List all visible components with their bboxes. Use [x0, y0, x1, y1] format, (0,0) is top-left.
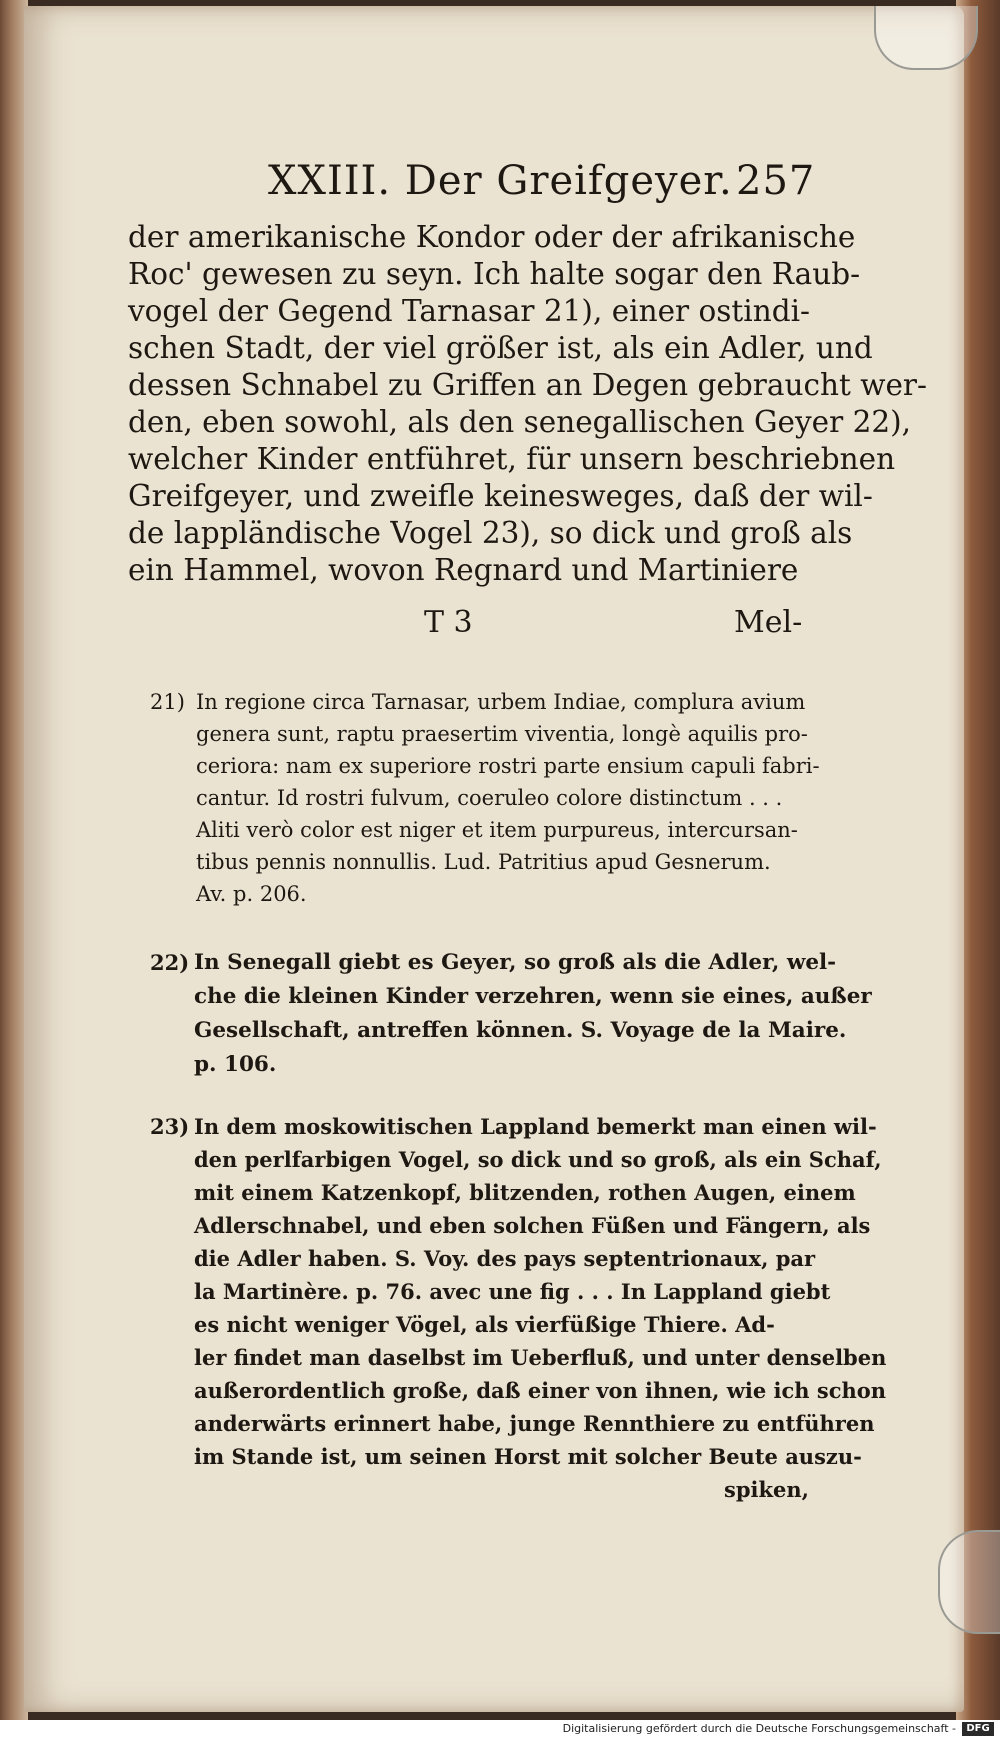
footnote-21-line: Av. p. 206. [196, 882, 307, 906]
main-text-line: schen Stadt, der viel größer ist, als ein Adler, und [128, 331, 873, 365]
footnote-22-line: p. 106. [194, 1052, 277, 1077]
footnote-23-line: la Martinère. p. 76. avec une fig . . . In Lappland giebt [194, 1279, 831, 1304]
main-text-line: Greifgeyer, und zweifle keinesweges, daß der wil- [128, 479, 873, 513]
footnote-21-line: ceriora: nam ex superiore rostri parte ensium capuli fabri- [196, 754, 820, 778]
catchword: Mel- [734, 605, 803, 640]
footnote-23-line: spiken, [724, 1477, 809, 1502]
footnote-21-line: genera sunt, raptu praesertim viventia, longè aquilis pro- [196, 722, 808, 746]
footnote-23-line: den perlfarbigen Vogel, so dick und so groß, als ein Schaf, [194, 1147, 882, 1172]
footnote-21-line: Aliti verò color est niger et item purpureus, intercursan- [196, 818, 798, 842]
main-text-line: den, eben sowohl, als den senegallischen Geyer 22), [128, 405, 912, 439]
footnote-21-line: cantur. Id rostri fulvum, coeruleo colore distinctum . . . [196, 786, 783, 810]
footnote-23-line: im Stande ist, um seinen Horst mit solcher Beute auszu- [194, 1444, 862, 1469]
footnote-21-line: In regione circa Tarnasar, urbem Indiae, complura avium [196, 690, 806, 714]
footnote-23-number: 23) [150, 1114, 190, 1139]
page-clip-top [874, 6, 978, 70]
main-text-line: welcher Kinder entführet, für unsern beschriebnen [128, 442, 896, 476]
signature-mark: T 3 [424, 605, 473, 640]
main-text-line: de lappländische Vogel 23), so dick und groß als [128, 516, 853, 550]
footnote-22-line: In Senegall giebt es Geyer, so groß als die Adler, wel- [194, 950, 837, 975]
digitization-credit: Digitalisierung gefördert durch die Deutsche Forschungsgemeinschaft - [562, 1722, 956, 1735]
footnote-23-line: ler findet man daselbst im Ueberfluß, und unter denselben [194, 1345, 887, 1370]
footnote-21-number: 21) [150, 690, 185, 714]
footnote-21-line: tibus pennis nonnullis. Lud. Patritius apud Gesnerum. [196, 850, 771, 874]
main-text-line: ein Hammel, wovon Regnard und Martiniere [128, 553, 799, 587]
main-text-line: vogel der Gegend Tarnasar 21), einer ostindi- [128, 294, 811, 328]
footnote-23-line: In dem moskowitischen Lappland bemerkt man einen wil- [194, 1114, 877, 1139]
footnote-23-line: mit einem Katzenkopf, blitzenden, rothen Augen, einem [194, 1180, 856, 1205]
footnote-23-line: Adlerschnabel, und eben solchen Füßen und Fängern, als [194, 1213, 871, 1238]
footnote-22-line: Gesellschaft, antreffen können. S. Voyage de la Maire. [194, 1018, 847, 1043]
page-clip-bottom [938, 1530, 1000, 1634]
footnote-23-line: außerordentlich große, daß einer von ihnen, wie ich schon [194, 1378, 887, 1403]
header-title: XXIII. Der Greifgeyer. [268, 158, 733, 204]
footnote-22-line: che die kleinen Kinder verzehren, wenn sie eines, außer [194, 984, 872, 1009]
main-text-line: Roc' gewesen zu seyn. Ich halte sogar den Raub- [128, 257, 861, 291]
footnote-23-line: es nicht weniger Vögel, als vierfüßige Thiere. Ad- [194, 1312, 775, 1337]
main-text-line: der amerikanische Kondor oder der afrikanische [128, 220, 856, 254]
dfg-logo-icon: DFG [962, 1722, 994, 1736]
footnote-23-line: anderwärts erinnert habe, junge Rennthiere zu entführen [194, 1411, 875, 1436]
page-header [268, 158, 816, 204]
footnote-23-line: die Adler haben. S. Voy. des pays septentrionaux, par [194, 1246, 816, 1271]
page-number: 257 [736, 158, 816, 204]
main-text-line: dessen Schnabel zu Griffen an Degen gebraucht wer- [128, 368, 927, 402]
footnote-22-number: 22) [150, 950, 190, 975]
